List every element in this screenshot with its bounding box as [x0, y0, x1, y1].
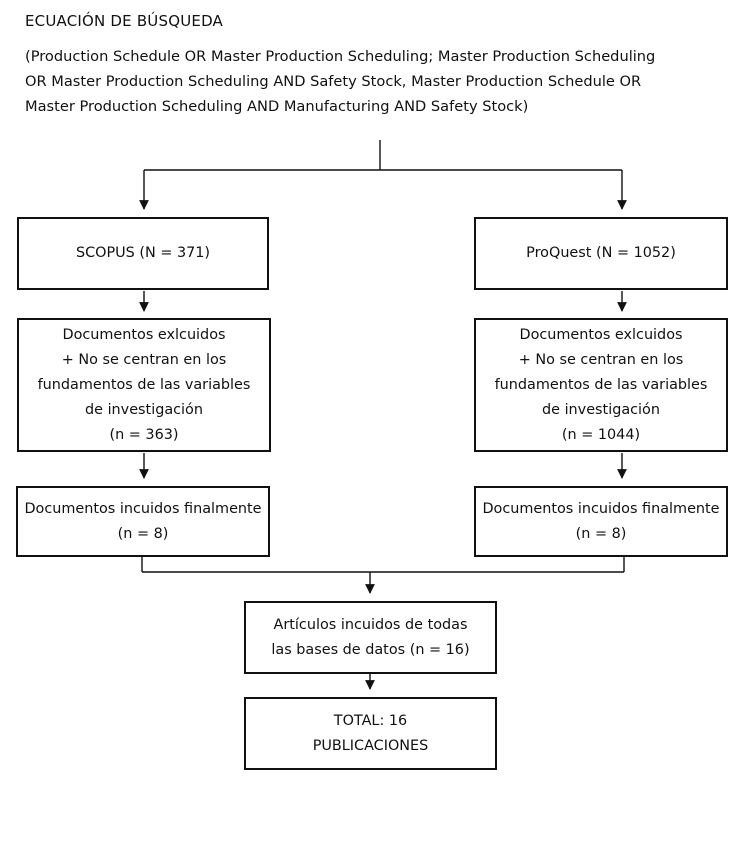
- total-publications-box: [244, 697, 497, 770]
- scopus-excluded-line: (n = 363): [109, 426, 179, 443]
- proquest-included-box: [474, 486, 728, 557]
- scopus-excluded-line: de investigación: [85, 401, 203, 418]
- scopus-excluded-box: [17, 318, 271, 452]
- proquest-source-box: [474, 217, 728, 290]
- search-equation-line: Master Production Scheduling AND Manufacturing AND Safety Stock): [25, 98, 529, 115]
- scopus-included-line: (n = 8): [117, 525, 169, 542]
- combined-articles-line: las bases de datos (n = 16): [271, 641, 470, 658]
- diagram-heading: ECUACIÓN DE BÚSQUEDA: [25, 12, 224, 30]
- proquest-source-label: ProQuest (N = 1052): [526, 245, 676, 261]
- combined-articles-box: [244, 601, 497, 674]
- scopus-included-line: Documentos incuidos finalmente: [24, 500, 262, 517]
- proquest-excluded-line: Documentos exlcuidos: [519, 326, 683, 343]
- proquest-excluded-line: (n = 1044): [561, 426, 641, 443]
- scopus-included-box: [16, 486, 270, 557]
- scopus-excluded-line: + No se centran en los: [61, 351, 227, 368]
- proquest-included-line: (n = 8): [575, 525, 627, 542]
- total-publications-line: PUBLICACIONES: [312, 737, 429, 754]
- proquest-excluded-box: [474, 318, 728, 452]
- proquest-excluded-line: fundamentos de las variables: [494, 376, 708, 393]
- scopus-source-label: SCOPUS (N = 371): [75, 245, 211, 261]
- combined-articles-line: Artículos incuidos de todas: [273, 616, 468, 633]
- proquest-excluded-line: de investigación: [542, 401, 660, 418]
- proquest-excluded-line: + No se centran en los: [518, 351, 684, 368]
- scopus-excluded-line: fundamentos de las variables: [37, 376, 251, 393]
- total-publications-line: TOTAL: 16: [333, 712, 408, 729]
- search-equation-line: (Production Schedule OR Master Production Scheduling; Master Production Scheduling: [25, 48, 656, 65]
- search-equation-line: OR Master Production Scheduling AND Safety Stock, Master Production Schedule OR: [25, 73, 642, 90]
- proquest-included-line: Documentos incuidos finalmente: [482, 500, 720, 517]
- scopus-excluded-line: Documentos exlcuidos: [62, 326, 226, 343]
- scopus-source-box: [17, 217, 269, 290]
